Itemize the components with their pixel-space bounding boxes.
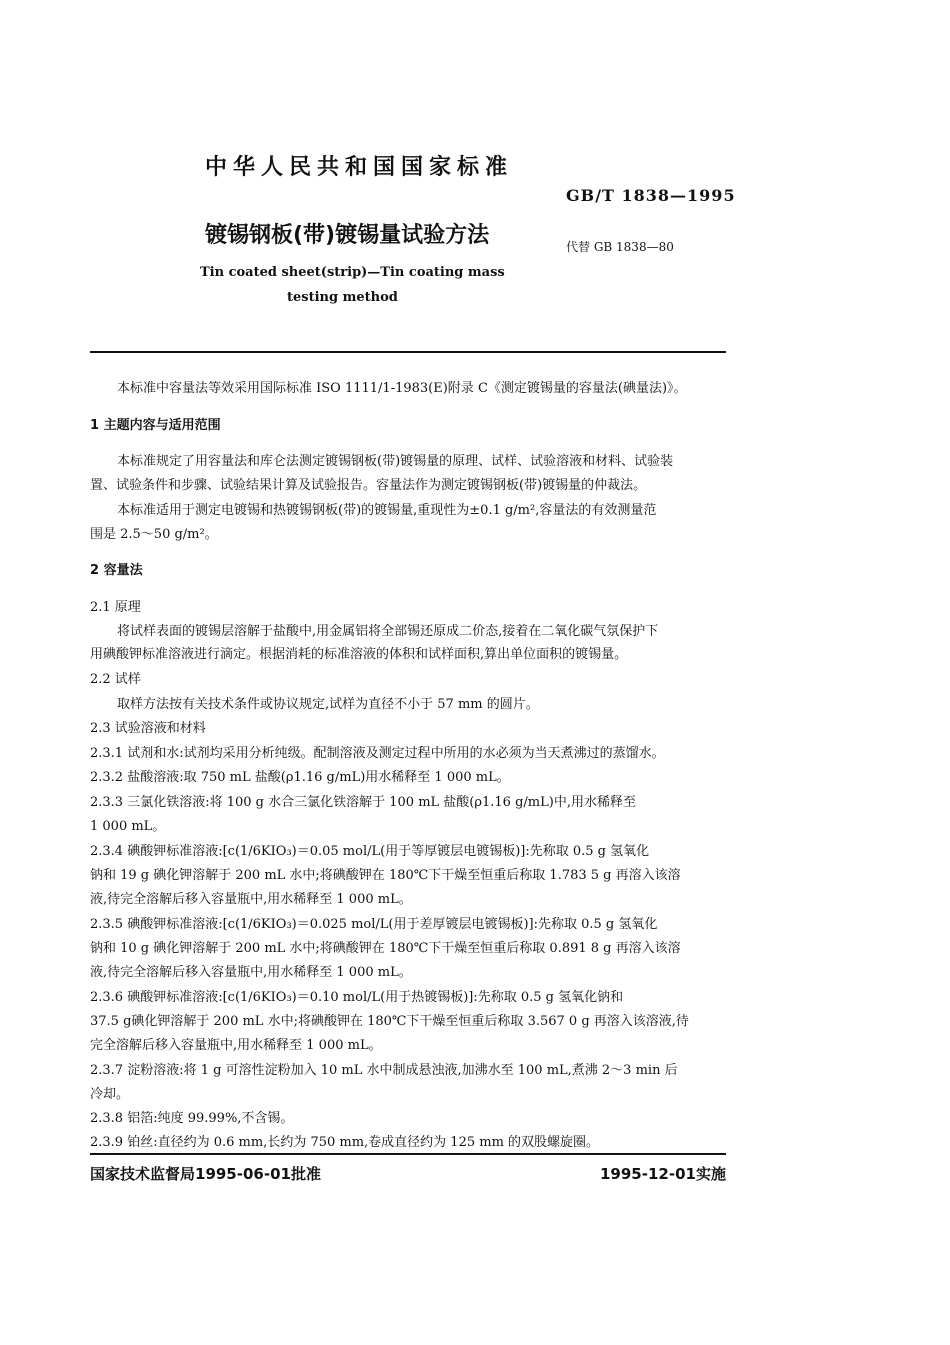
footer-divider <box>90 1153 726 1155</box>
standard-code: GB/T 1838—1995 <box>566 186 736 205</box>
item-2-3-4-cont: 液,待完全溶解后移入容量瓶中,用水稀释至 1 000 mL。 <box>90 892 412 907</box>
replaces-note: 代替 GB 1838—80 <box>566 240 674 254</box>
item-2-3-9: 2.3.9 铂丝:直径约为 0.6 mm,长约为 750 mm,卷成直径约为 125 mm 的双股螺旋圈。 <box>90 1135 600 1150</box>
item-2-3-1: 2.3.1 试剂和水:试剂均采用分析纯级。配制溶液及测定过程中所用的水必须为当天煮沸过的蒸馏水。 <box>90 746 665 761</box>
document-title-cn: 镀锡钢板(带)镀锡量试验方法 <box>205 223 490 248</box>
approval-date: 国家技术监督局1995-06-01批准 <box>90 1165 321 1183</box>
item-2-3-6-cont: 37.5 g碘化钾溶解于 200 mL 水中;将碘酸钾在 180℃下干燥至恒重后称取 3.567 0 g 再溶入该溶液,待 <box>90 1014 689 1029</box>
item-2-3-6: 2.3.6 碘酸钾标准溶液:[c(1/6KIO₃)＝0.10 mol/L(用于热镀锡板)]:先称取 0.5 g 氢氧化钠和 <box>90 990 624 1005</box>
effective-date: 1995-12-01实施 <box>600 1165 726 1183</box>
item-2-3-8: 2.3.8 铝箔:纯度 99.99%,不含锡。 <box>90 1111 294 1126</box>
item-2-3-7: 2.3.7 淀粉溶液:将 1 g 可溶性淀粉加入 10 mL 水中制成悬浊液,加沸水至 100 mL,煮沸 2～3 min 后 <box>90 1063 678 1078</box>
item-2-3-3: 2.3.3 三氯化铁溶液:将 100 g 水合三氯化铁溶解于 100 mL 盐酸(ρ1.16 g/mL)中,用水稀释至 <box>90 795 636 810</box>
section-2-1-heading: 2.1 原理 <box>90 600 141 615</box>
intro-paragraph: 本标准中容量法等效采用国际标准 ISO 1111/1-1983(E)附录 C《测定镀锡量的容量法(碘量法)》。 <box>117 381 687 396</box>
section-2-2-heading: 2.2 试样 <box>90 672 141 687</box>
item-2-3-5-cont: 液,待完全溶解后移入容量瓶中,用水稀释至 1 000 mL。 <box>90 965 412 980</box>
item-2-3-5: 2.3.5 碘酸钾标准溶液:[c(1/6KIO₃)＝0.025 mol/L(用于差厚镀层电镀锡板)]:先称取 0.5 g 氢氧化 <box>90 917 658 932</box>
section-1-text: 围是 2.5～50 g/m²。 <box>90 527 218 542</box>
section-1-text: 本标准适用于测定电镀锡和热镀锡钢板(带)的镀锡量,重现性为±0.1 g/m²,容量法的有效测量范 <box>117 503 657 518</box>
section-1-heading: 1 主题内容与适用范围 <box>90 418 221 433</box>
section-2-2-text: 取样方法按有关技术条件或协议规定,试样为直径不小于 57 mm 的圆片。 <box>117 697 539 712</box>
item-2-3-2: 2.3.2 盐酸溶液:取 750 mL 盐酸(ρ1.16 g/mL)用水稀释至 1 000 mL。 <box>90 770 510 785</box>
document-title-en-line2: testing method <box>287 290 398 305</box>
item-2-3-4: 2.3.4 碘酸钾标准溶液:[c(1/6KIO₃)＝0.05 mol/L(用于等厚镀层电镀锡板)]:先称取 0.5 g 氢氧化 <box>90 844 650 859</box>
section-1-text: 置、试验条件和步骤、试验结果计算及试验报告。容量法作为测定镀锡钢板(带)镀锡量的仲裁法。 <box>90 478 647 493</box>
section-2-3-heading: 2.3 试验溶液和材料 <box>90 721 206 736</box>
standard-type-title: 中华人民共和国国家标准 <box>205 155 514 180</box>
section-2-1-text: 用碘酸钾标准溶液进行滴定。根据消耗的标准溶液的体积和试样面积,算出单位面积的镀锡量。 <box>90 647 628 662</box>
item-2-3-3-cont: 1 000 mL。 <box>90 819 166 834</box>
section-1-text: 本标准规定了用容量法和库仑法测定镀锡钢板(带)镀锡量的原理、试样、试验溶液和材料、试验装 <box>117 454 674 469</box>
item-2-3-7-cont: 冷却。 <box>90 1087 130 1102</box>
item-2-3-5-cont: 钠和 10 g 碘化钾溶解于 200 mL 水中;将碘酸钾在 180℃下干燥至恒重后称取 0.891 8 g 再溶入该溶 <box>90 941 681 956</box>
item-2-3-4-cont: 钠和 19 g 碘化钾溶解于 200 mL 水中;将碘酸钾在 180℃下干燥至恒重后称取 1.783 5 g 再溶入该溶 <box>90 868 681 883</box>
section-2-heading: 2 容量法 <box>90 563 143 578</box>
section-2-1-text: 将试样表面的镀锡层溶解于盐酸中,用金属铝将全部锡还原成二价态,接着在二氧化碳气氛保护下 <box>117 624 659 639</box>
document-title-en-line1: Tin coated sheet(strip)—Tin coating mass <box>200 265 505 280</box>
header-divider <box>90 351 726 353</box>
item-2-3-6-cont: 完全溶解后移入容量瓶中,用水稀释至 1 000 mL。 <box>90 1038 382 1053</box>
